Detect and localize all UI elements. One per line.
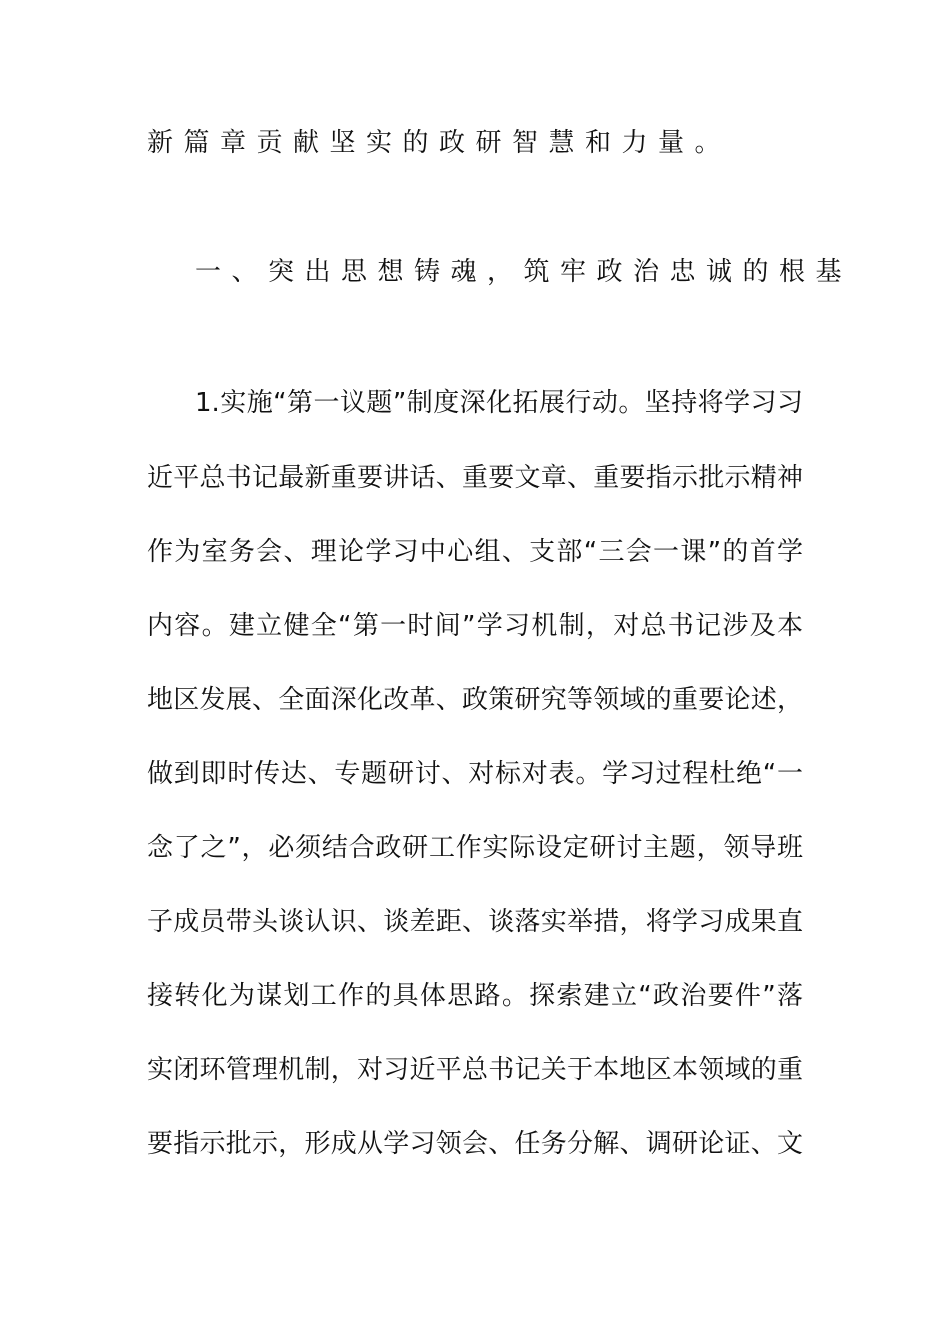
paragraph-line: 念了之”，必须结合政研工作实际设定研讨主题，领导班	[147, 833, 803, 863]
paragraph-line: 作为室务会、理论学习中心组、支部“三会一课”的首学	[147, 537, 803, 567]
paragraph-line: 地区发展、全面深化改革、政策研究等领域的重要论述，	[147, 685, 803, 715]
paragraph-line: 做到即时传达、专题研讨、对标对表。学习过程杜绝“一	[147, 759, 803, 789]
paragraph-line: 接转化为谋划工作的具体思路。探索建立“政治要件”落	[147, 981, 803, 1011]
paragraph-line: 内容。建立健全“第一时间”学习机制，对总书记涉及本	[147, 611, 803, 641]
paragraph-line: 1.实施“第一议题”制度深化拓展行动。坚持将学习习	[195, 388, 803, 418]
paragraph-line: 子成员带头谈认识、谈差距、谈落实举措，将学习成果直	[147, 907, 803, 937]
paragraph-line: 实闭环管理机制，对习近平总书记关于本地区本领域的重	[147, 1055, 803, 1085]
paragraph-line: 要指示批示，形成从学习领会、任务分解、调研论证、文	[147, 1129, 803, 1159]
continuation-text: 新篇章贡献坚实的政研智慧和力量。	[147, 128, 732, 158]
paragraph-line: 近平总书记最新重要讲话、重要文章、重要指示批示精神	[147, 463, 803, 493]
section-heading: 一、突出思想铸魂，筑牢政治忠诚的根基	[195, 257, 853, 287]
